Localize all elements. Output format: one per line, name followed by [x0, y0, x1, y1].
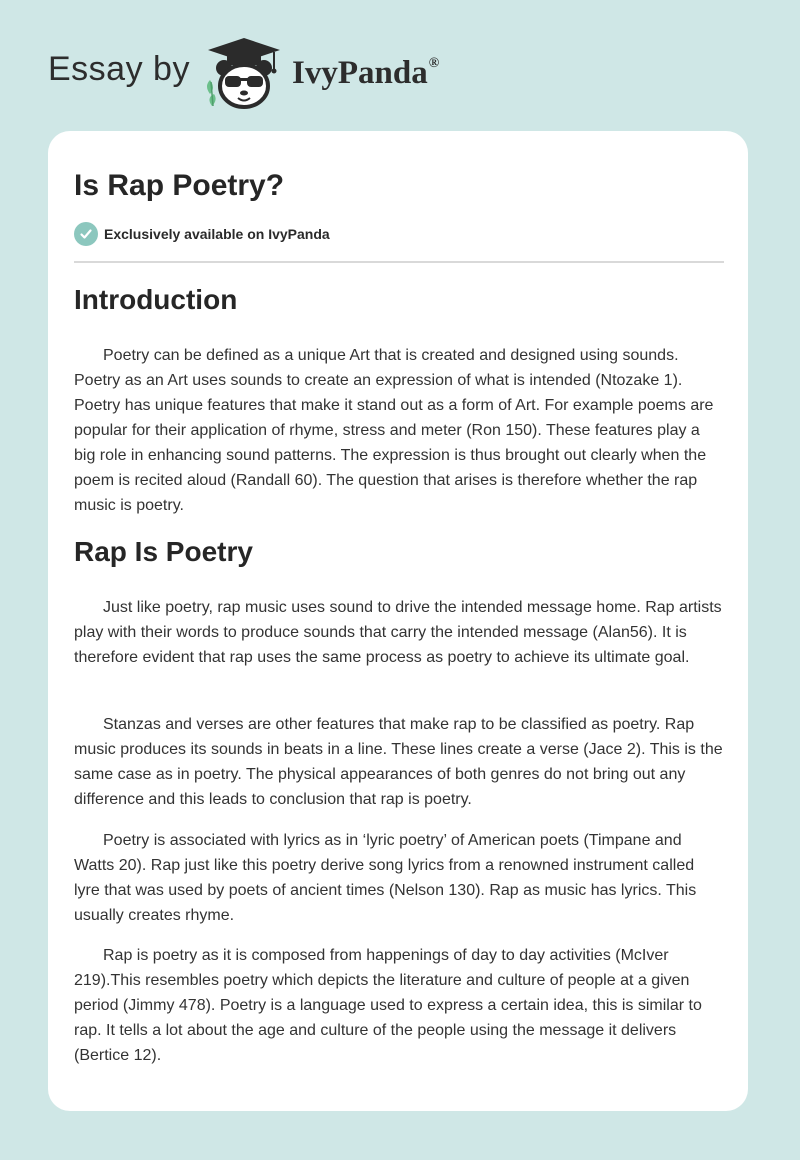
paragraph: Poetry can be defined as a unique Art that is created and designed using sounds. Poetry as an Art uses sounds to create an expression of what is intended (Ntozake 1). Poetry has unique features that make it stand out as a form of Art. For example poems are popular for their application of rhyme, stress and meter (Ron 150). These features play a big role in enhancing sound patterns. The expression is thus brought out clearly when the poem is recited aloud (Randall 60). The question that arises is therefore whether the rap music is poetry.	[74, 347, 714, 514]
title-divider	[74, 261, 724, 263]
paragraph: Stanzas and verses are other features that make rap to be classified as poetry. Rap music produces its sounds in beats in a line. These lines create a verse (Jace 2). This is the same case as in poetry. The physical appearances of both genres do not bring out any difference and this leads to conclusion that rap is poetry.	[74, 716, 723, 808]
paragraph: Poetry is associated with lyrics as in ‘lyric poetry’ of American poets (Timpane and Watts 20). Rap just like this poetry derive song lyrics from a renowned instrument called lyre that was used by poets of ancient times (Nelson 130). Rap as music has lyrics. This usually creates rhyme.	[74, 832, 697, 924]
check-circle-icon	[74, 222, 98, 246]
page-title: Is Rap Poetry?	[74, 169, 285, 202]
panda-graduate-icon[interactable]	[200, 36, 284, 110]
essay-by-label: Essay by	[48, 50, 190, 88]
essay-card	[48, 131, 748, 1111]
ivy-leaf-icon	[207, 80, 216, 106]
exclusive-badge	[74, 222, 330, 246]
exclusive-label: Exclusively available on IvyPanda	[104, 226, 330, 242]
paragraph: Just like poetry, rap music uses sound to drive the intended message home. Rap artists play with their words to produce sounds that carry the intended message (Alan56). It is therefore evident that rap uses the same process as poetry to achieve its ultimate goal.	[74, 599, 722, 666]
section-heading-introduction: Introduction	[74, 284, 238, 315]
brand-logo-text[interactable]: IvyPanda®	[292, 55, 440, 91]
site-header	[0, 0, 800, 130]
section-heading-rap-is-poetry: Rap Is Poetry	[74, 536, 253, 567]
paragraph: Rap is poetry as it is composed from happenings of day to day activities (McIver 219).This resembles poetry which depicts the literature and culture of people at a given period (Jimmy 478). Poetry is a language used to express a certain idea, this is similar to rap. It tells a lot about the age and culture of the people using the message it delivers (Bertice 12).	[74, 947, 702, 1064]
